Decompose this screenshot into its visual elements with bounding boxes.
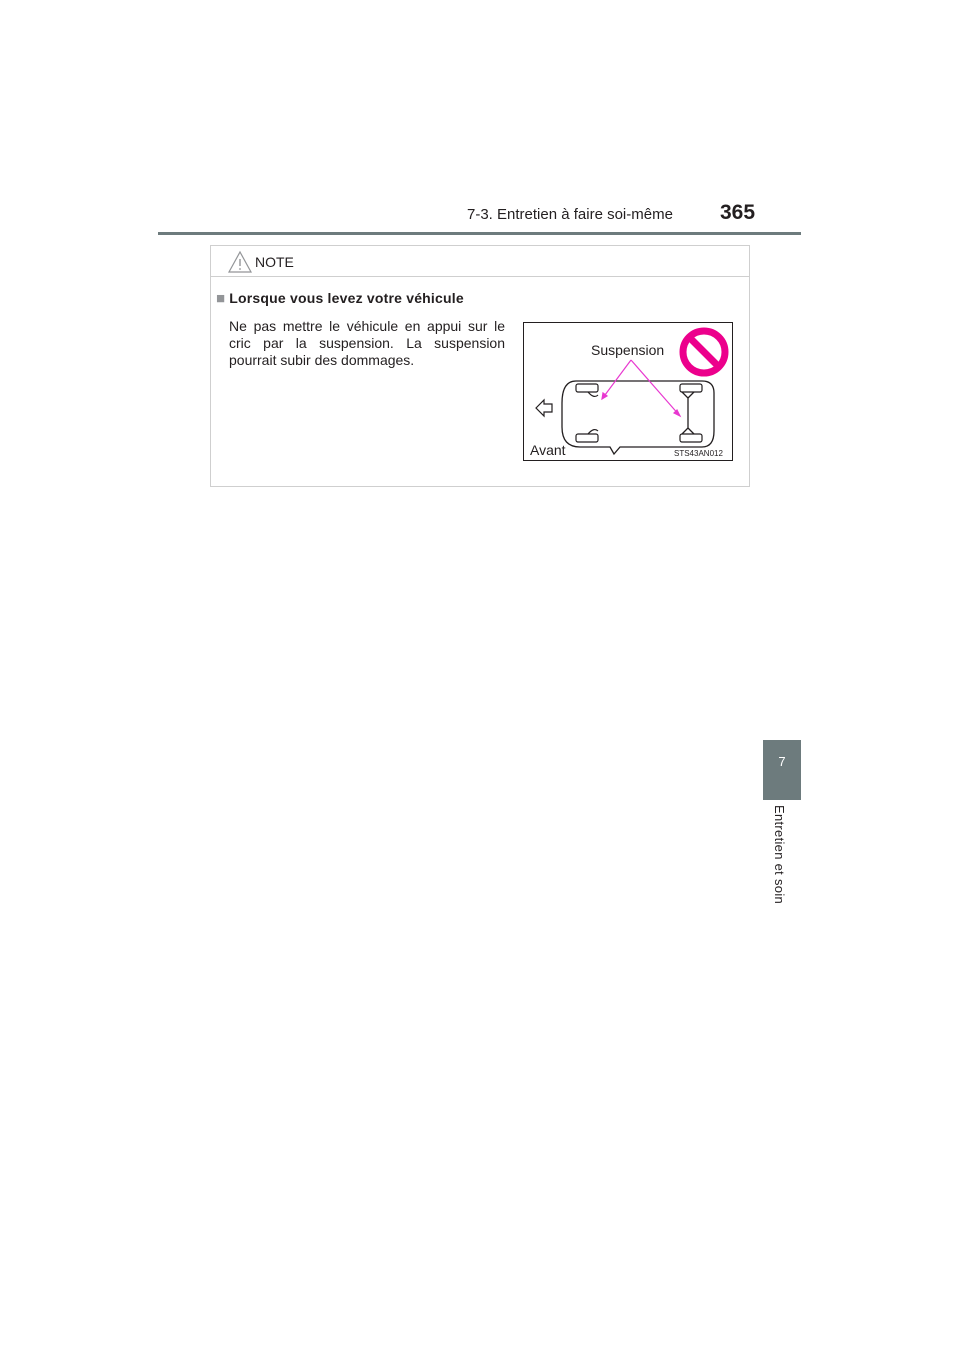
warning-icon: [227, 250, 253, 274]
front-label: Avant: [530, 442, 566, 458]
note-heading-text: Lorsque vous levez votre véhicule: [229, 290, 464, 306]
note-box: [210, 245, 750, 487]
chapter-title: Entretien et soin: [772, 805, 787, 905]
prohibited-icon: [683, 331, 725, 373]
front-arrow-icon: [536, 400, 552, 416]
chapter-number: 7: [778, 754, 786, 769]
note-header: [211, 246, 749, 277]
header-rule: [158, 232, 801, 235]
note-label: NOTE: [255, 254, 294, 270]
suspension-pointer: [602, 360, 680, 416]
rear-axle: [682, 392, 694, 434]
rear-right-wheel: [680, 434, 702, 442]
chapter-tab: [763, 740, 801, 800]
front-right-wheel: [576, 434, 598, 442]
front-suspension: [588, 392, 598, 434]
header-section-title: 7-3. Entretien à faire soi-même: [467, 206, 673, 223]
rear-left-wheel: [680, 384, 702, 392]
page-number: 365: [720, 201, 756, 224]
note-body: Ne pas mettre le véhicule en appui sur le cric par la suspension. La suspension pourrait subir des dommages.: [229, 318, 505, 368]
square-bullet-icon: ■: [216, 290, 226, 307]
suspension-label: Suspension: [591, 342, 665, 358]
figure-code: STS43AN012: [674, 449, 723, 458]
jack-point-diagram: [523, 322, 733, 461]
note-heading: [216, 290, 464, 307]
front-left-wheel: [576, 384, 598, 392]
